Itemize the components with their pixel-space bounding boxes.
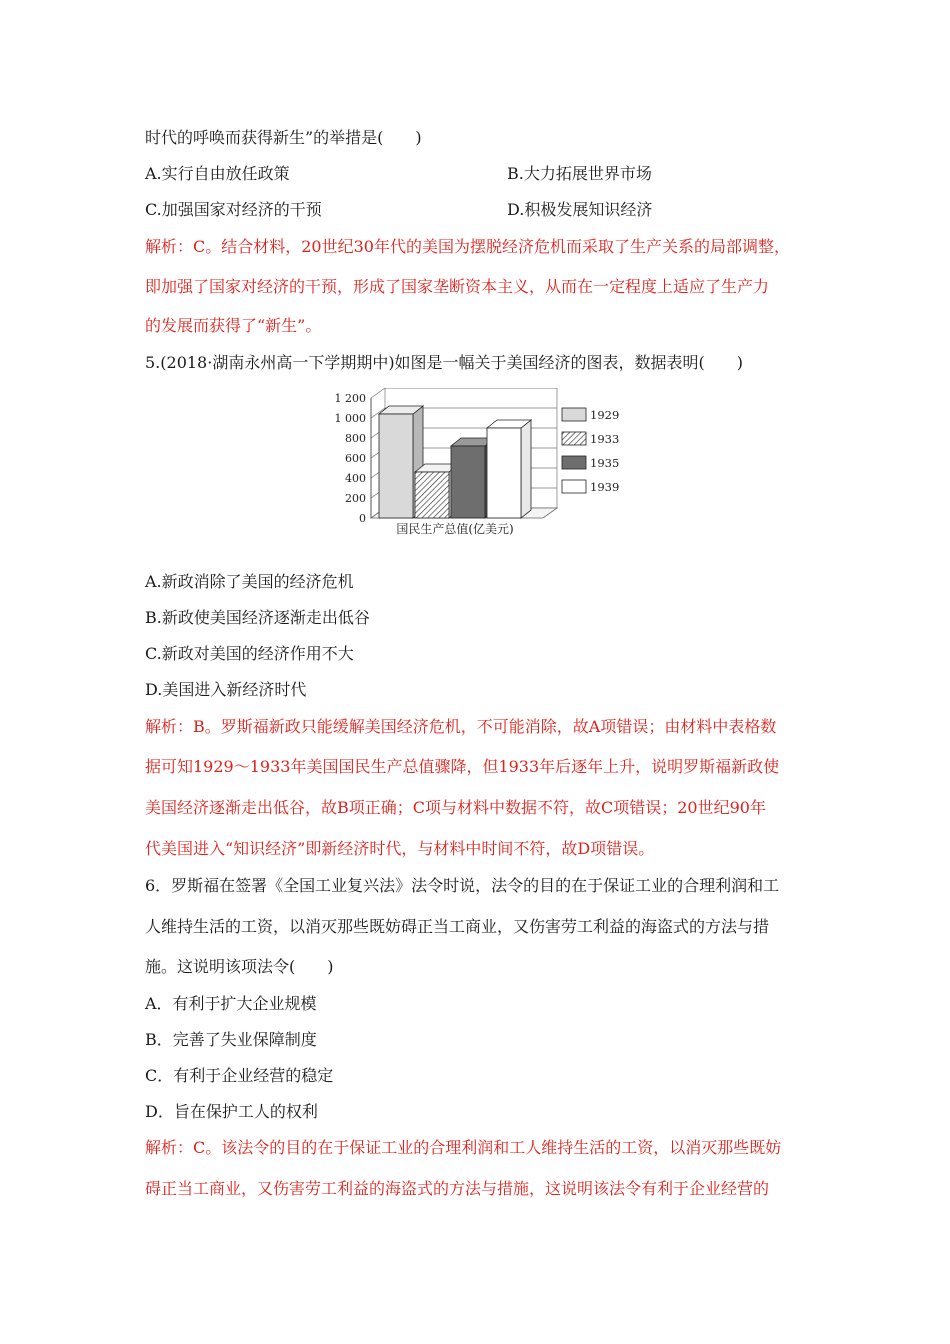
q5-option-a: A.新政消除了美国的经济危机 <box>145 572 354 591</box>
q6-option-b: B．完善了失业保障制度 <box>145 1030 317 1049</box>
q5-analysis-line: 代美国进入“知识经济”即新经济时代，与材料中时间不符，故D项错误。 <box>145 839 655 858</box>
q6-option-c: C．有利于企业经营的稳定 <box>145 1066 334 1085</box>
svg-text:1935: 1935 <box>590 456 620 470</box>
y-tick-label: 800 <box>345 432 366 445</box>
legend-item-1933 <box>562 432 619 446</box>
q4-analysis-line: 解析：C。结合材料，20世纪30年代的美国为摆脱经济危机而采取了生产关系的局部调整， <box>145 237 790 256</box>
q5-analysis-line: 解析：B。罗斯福新政只能缓解美国经济危机，不可能消除，故A项错误；由材料中表格数 <box>145 717 777 736</box>
legend-item-1939 <box>562 480 619 494</box>
svg-text:1939: 1939 <box>590 480 620 494</box>
q4-option-b: B.大力拓展世界市场 <box>507 164 652 183</box>
q4-analysis-line: 即加强了国家对经济的干预，形成了国家垄断资本主义，从而在一定程度上适应了生产力 <box>145 277 770 296</box>
q5-option-c: C.新政对美国的经济作用不大 <box>145 644 354 663</box>
q6-stem-line: 施。这说明该项法令( ) <box>145 957 334 976</box>
q4-stem-end: 时代的呼唤而获得新生”的举措是( ) <box>145 128 422 147</box>
q5-option-d: D.美国进入新经济时代 <box>145 680 307 699</box>
y-tick-label: 600 <box>345 452 366 465</box>
q6-analysis-line: 碍正当工商业，又伤害劳工利益的海盗式的方法与措施，这说明该法令有利于企业经营的 <box>145 1179 770 1198</box>
q6-stem-line: 人维持生活的工资，以消灭那些既妨碍正当工商业，又伤害劳工利益的海盗式的方法与措 <box>145 917 770 936</box>
q6-option-d: D．旨在保护工人的权利 <box>145 1102 318 1121</box>
q6-analysis-line: 解析：C。该法令的目的在于保证工业的合理利润和工人维持生活的工资，以消灭那些既妨 <box>145 1138 782 1157</box>
chart-bars <box>379 406 531 518</box>
q4-analysis-line: 的发展而获得了“新生”。 <box>145 316 322 335</box>
q5-analysis-line: 美国经济逐渐走出低谷，故B项正确；C项与材料中数据不符，故C项错误；20世纪90年 <box>145 798 766 817</box>
grid-line <box>371 388 557 398</box>
legend-item-1929 <box>562 408 619 422</box>
q4-option-d: D.积极发展知识经济 <box>507 200 653 219</box>
y-tick-label: 0 <box>359 512 366 525</box>
q6-option-a: A．有利于扩大企业规模 <box>145 994 317 1013</box>
q4-option-c: C.加强国家对经济的干预 <box>145 200 322 219</box>
q4-option-a: A.实行自由放任政策 <box>145 164 290 183</box>
gnp-bar-chart <box>325 388 625 543</box>
q5-analysis-line: 据可知1929～1933年美国国民生产总值骤降，但1933年后逐年上升，说明罗斯福新政使 <box>145 757 780 776</box>
bar-1939 <box>487 420 531 518</box>
y-tick-label: 1 000 <box>334 412 366 425</box>
q5-stem: 5.(2018·湖南永州高一下学期期中)如图是一幅关于美国经济的图表，数据表明( ) <box>145 353 744 372</box>
y-tick-label: 400 <box>345 472 366 485</box>
q4-option-row-2 <box>145 200 653 220</box>
q6-stem-line: 6．罗斯福在签署《全国工业复兴法》法令时说，法令的目的在于保证工业的合理利润和工 <box>145 876 780 895</box>
svg-text:1929: 1929 <box>590 408 620 422</box>
q4-option-row-1 <box>145 164 652 184</box>
legend-item-1935 <box>562 456 619 470</box>
svg-text:1933: 1933 <box>590 432 620 446</box>
q5-option-b: B.新政使美国经济逐渐走出低谷 <box>145 608 370 627</box>
chart-xlabel: 国民生产总值(亿美元) <box>396 522 514 536</box>
y-axis <box>335 392 367 525</box>
y-tick-label: 200 <box>345 492 366 505</box>
y-tick-label: 1 200 <box>334 392 366 405</box>
chart-legend <box>562 408 619 494</box>
